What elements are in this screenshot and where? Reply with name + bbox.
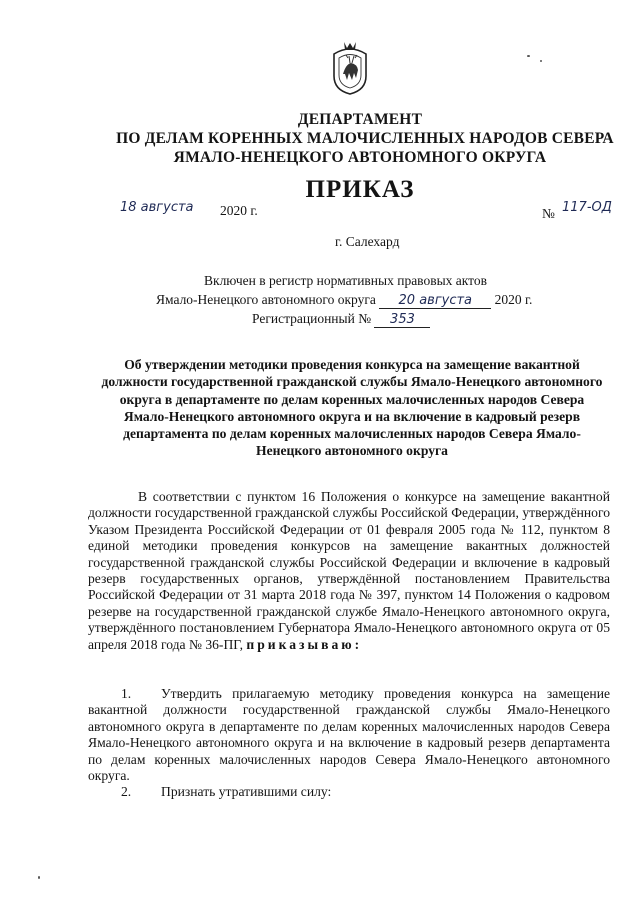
order-number-prefix: № [542,206,555,221]
registry-line-1: Включен в регистр нормативных правовых актов [204,273,488,288]
list-item-1 [88,686,610,784]
item-number: 2. [121,784,132,799]
item-text: Утвердить прилагаемую методику проведения конкурса на замещение вакантной должности государственной гражданской службы Ямало-Ненецкого автономного округа в департаменте по делам коренных малочисленных народов Севера Ямало-Ненецкого автономного округа и на включение в кадровый резерв департамента по делам коренных малочисленных народов Севера Ямало-Ненецкого автономного округа. [88,686,610,784]
scan-speck [527,55,530,57]
header-line-2: ПО ДЕЛАМ КОРЕННЫХ МАЛОЧИСЛЕННЫХ НАРОДОВ СЕВЕРА [116,130,614,147]
registry-line-3 [252,311,430,328]
registry-line-2 [156,292,532,309]
coat-of-arms-emblem [330,40,370,96]
header-line-1: ДЕПАРТАМЕНТ [297,111,423,128]
scan-speck [540,60,542,62]
scan-speck [38,876,40,879]
date-year: 2020 г. [220,203,258,218]
document-title: ПРИКАЗ [305,176,415,203]
registry-handwritten-date: 20 августа [379,293,491,309]
item-number: 1. [121,686,132,701]
registry-handwritten-number: 353 [374,312,430,328]
registry-year: 2020 г. [494,292,533,307]
item-text: Признать утратившими силу: [161,784,332,799]
registry-number-label: Регистрационный № [252,311,372,326]
order-subject: Об утверждении методики проведения конкурса на замещение вакантной должности государственной гражданской службы Ямало-Ненецкого автономного округа в департаменте по делам коренных малочисленных народов Севера Ямало-Ненецкого автономного округа и на включение в кадровый резерв департамента по делам коренных малочисленных народов Севера Ямало-Ненецкого автономного округа [101,357,603,459]
orders-word: приказываю: [246,636,363,652]
registry-okrug-text: Ямало-Ненецкого автономного округа [156,292,376,307]
list-item-2 [88,784,610,800]
preamble-paragraph [88,489,610,653]
handwritten-date: 18 августа [120,200,194,215]
header-line-3: ЯМАЛО-НЕНЕЦКОГО АВТОНОМНОГО ОКРУГА [173,149,547,166]
handwritten-order-number: 117-ОД [562,200,612,215]
city: г. Салехард [335,234,400,249]
preamble-text: В соответствии с пунктом 16 Положения о конкурсе на замещение вакантной должности государственной гражданской службы Российской Федерации, утверждённого Указом Президента Российской Федерации от 01 февраля 2005 года № 112, пунктом 8 единой методики проведения конкурсов на замещение вакантных должностей государственной гражданской службы Российской Федерации и включение в кадровый резерв государственных органов, утверждённой постановлением Правительства Российской Федерации от 31 марта 2018 года № 397, пунктом 14 Положения о кадровом резерве на государственной гражданской службе Ямало-Ненецкого автономного округа, утверждённого постановлением Губернатора Ямало-Ненецкого автономного округа от 05 апреля 2018 года № 36-ПГ, [88,489,610,652]
